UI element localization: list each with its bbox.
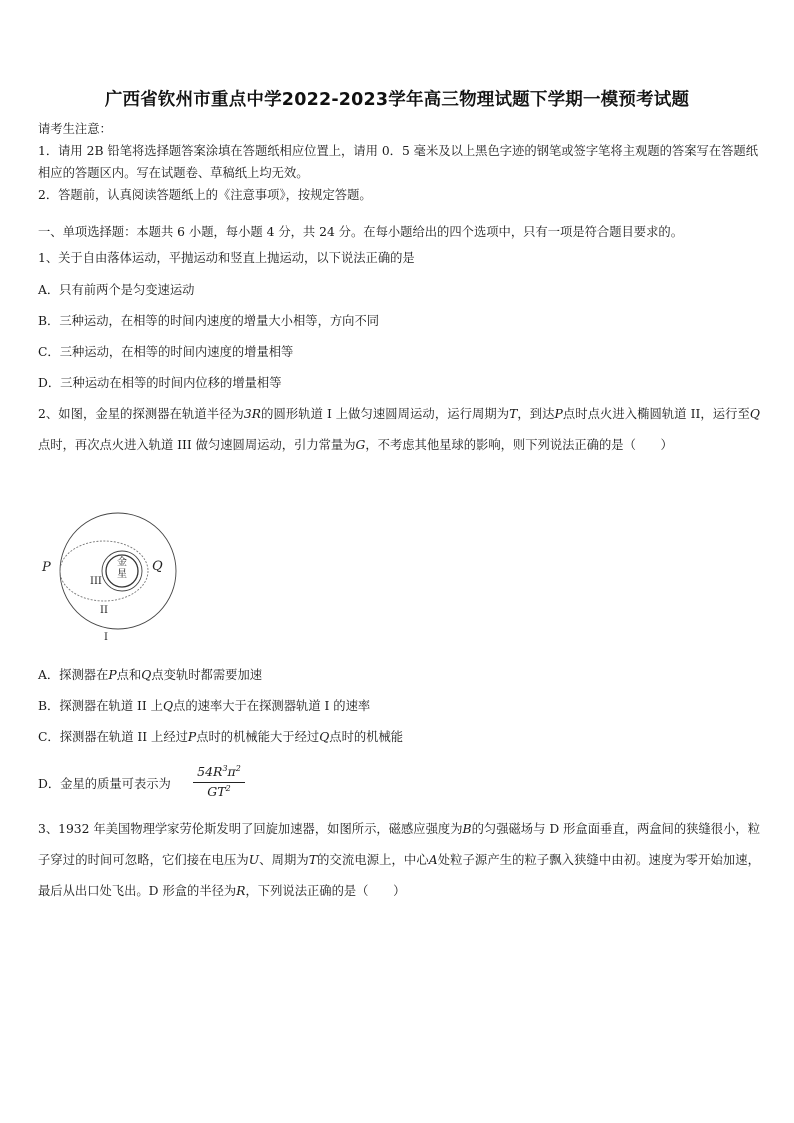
orbit-i-label: I (104, 632, 108, 643)
page-title: 广西省钦州市重点中学2022-2023学年高三物理试题下学期一模预考试题 (104, 90, 690, 110)
notice-item-1: 1．请用 2B 铅笔将选择题答案涂填在答题纸相应位置上，请用 0．5 毫米及以上黑色字迹的钢笔或签字笔将主观题的答案写在答题纸相应的答题区内。写在试题卷、草稿纸上均无效。 (38, 144, 759, 180)
formula-denominator: $GT^2$ (207, 784, 231, 800)
notice-heading: 请考生注意： (38, 122, 112, 136)
q2-stem: 2、如图，金星的探测器在轨道半径为3R的圆形轨道 I 上做匀速圆周运动，运行周期为T，到达P点时点火进入椭圆轨道 II，运行至Q点时，再次点火进入轨道 III 做匀速圆周运动，引力常量为G，不考虑其他星球的影响，则下列说法正确的是（ ） (38, 407, 760, 452)
q2-option-c: C．探测器在轨道 II 上经过P点时的机械能大于经过Q点时的机械能 (38, 730, 404, 744)
planet-label-2: 星 (117, 569, 127, 580)
formula-numerator: $54R^3\pi^2$ (197, 764, 241, 780)
q1-stem: 1、关于自由落体运动，平抛运动和竖直上抛运动，以下说法正确的是 (38, 251, 415, 265)
notice-block (38, 118, 762, 206)
formula-fraction-bar (193, 782, 245, 783)
q1-option-b: B．三种运动，在相等的时间内速度的增量大小相等，方向不同 (38, 314, 380, 328)
section-heading: 一、单项选择题：本题共 6 小题，每小题 4 分，共 24 分。在每小题给出的四个选项中，只有一项是符合题目要求的。 (38, 225, 683, 239)
planet-label-1: 金 (117, 557, 127, 568)
point-q-label: Q (152, 559, 163, 574)
q1-option-a: A．只有前两个是匀变速运动 (38, 283, 195, 297)
orbit-iii-label: III (90, 576, 102, 587)
orbit-ii-label: II (100, 605, 108, 616)
notice-item-2: 2．答题前，认真阅读答题纸上的《注意事项》，按规定答题。 (38, 188, 372, 202)
q3-stem: 3、1932 年美国物理学家劳伦斯发明了回旋加速器，如图所示，磁感应强度为B的匀强磁场与 D 形盒面垂直，两盒间的狭缝很小，粒子穿过的时间可忽略，它们接在电压为U、周期为T的交流电源上，中心A处粒子源产生的粒子飘入狭缝中由初。速度为零开始加速，最后从出口处飞出。D 形盒的半径为R，下列说法正确的是（ ） (38, 822, 760, 898)
q2-option-d: D．金星的质量可表示为 (38, 777, 171, 791)
mass-formula (190, 764, 248, 804)
q2-option-a: A．探测器在P点和Q点变轨时都需要加速 (38, 668, 263, 682)
q1-option-c: C．三种运动，在相等的时间内速度的增量相等 (38, 345, 294, 359)
q1-option-d: D．三种运动在相等的时间内位移的增量相等 (38, 376, 282, 390)
q2-option-b: B．探测器在轨道 II 上Q点的速率大于在探测器轨道 I 的速率 (38, 699, 371, 713)
orbit-diagram (36, 505, 206, 645)
point-p-label: P (42, 560, 51, 575)
